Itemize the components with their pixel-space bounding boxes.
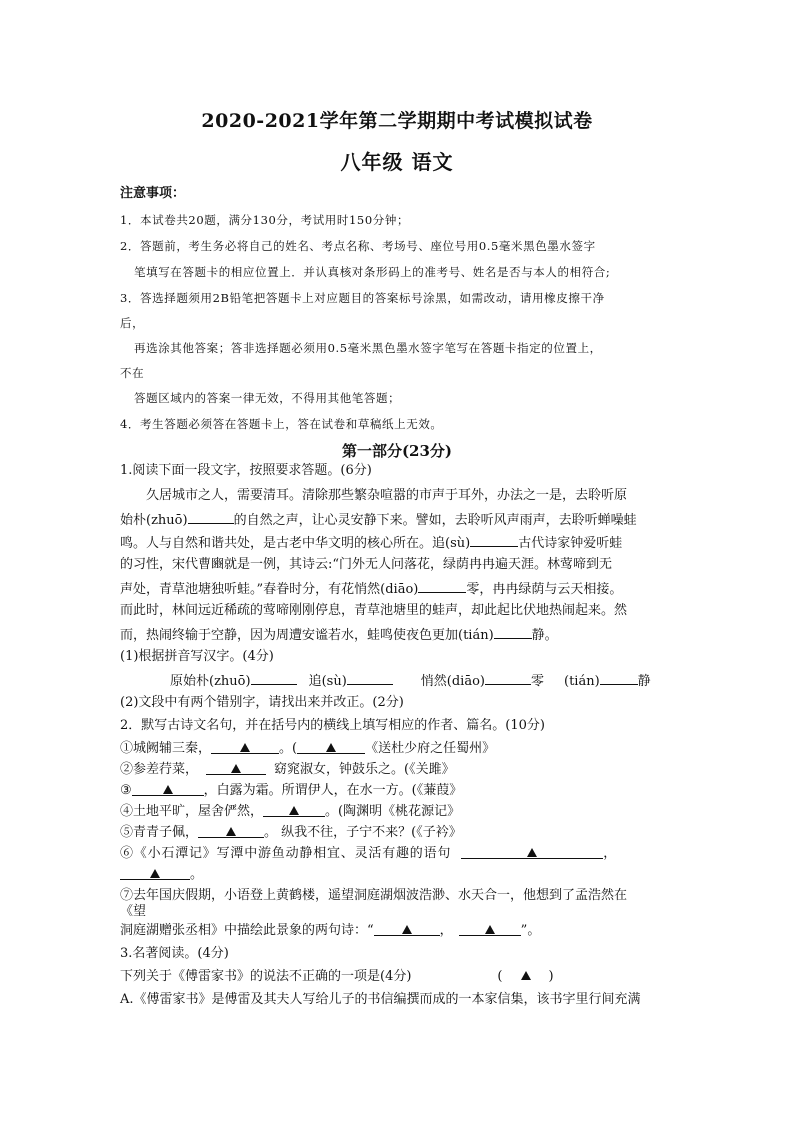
poem-text: 。(陶渊明《桃花源记》 <box>325 804 461 819</box>
notes-line-8: 答题区域内的答案一律无效，不得用其他笔答题； <box>134 391 401 405</box>
passage-line-2 <box>120 511 637 529</box>
pinyin-answers-row <box>170 672 651 690</box>
poem-text: ②参差荇菜， <box>120 762 199 777</box>
pinyin-item: (tián) <box>564 674 600 689</box>
poem-text: ④土地平旷，屋舍俨然， <box>120 804 264 819</box>
triangle-marker-icon <box>240 743 250 752</box>
poem-text: 。( <box>279 741 298 756</box>
answer-blank[interactable] <box>188 511 234 524</box>
passage-text: 而，热闹终输于空静，因为周遭安谧若水，蛙鸣使夜色更加(tián) <box>120 628 494 643</box>
question-2: 2．默写古诗文名句，并在括号内的横线上填写相应的作者、篇名。(10分) <box>120 718 545 733</box>
notes-line-6: 再选涂其他答案；答非选择题必须用0.5毫米黑色墨水签字笔写在答题卡指定的位置上， <box>134 341 602 355</box>
sub-question-2: (2)文段中有两个错别字，请找出来并改正。(2分) <box>120 695 404 710</box>
poem-text: 。 纵我不往，子宁不来？(《子衿》 <box>264 825 462 840</box>
poem-text: ， <box>603 846 618 861</box>
poem-text: 。 <box>190 867 204 882</box>
answer-blank[interactable] <box>198 825 264 838</box>
poem-item-3 <box>120 783 462 799</box>
triangle-marker-icon <box>163 785 173 794</box>
pinyin-item: 原始朴(zhuō) <box>170 674 251 689</box>
passage-line-1: 久居城市之人，需要清耳。清除那些繁杂喧嚣的市声于耳外，办法之一是，去聆听原 <box>146 488 628 503</box>
passage-text: 零，冉冉绿荫与云天相接。 <box>466 582 623 597</box>
answer-blank[interactable] <box>251 672 297 685</box>
triangle-marker-icon <box>402 925 412 934</box>
passage-text: 古代诗家钟爱听蛙 <box>518 536 623 551</box>
passage-line-6: 而此时，林间远近稀疏的莺啼刚刚停息，青草池塘里的蛙声，却此起比伏地热闹起来。然 <box>120 603 628 618</box>
passage-text: 的自然之声，让心灵安静下来。譬如，去聆听风声雨声，去聆听蝉噪蛙 <box>233 513 637 528</box>
exam-subtitle: 八年级 语文 <box>340 150 454 174</box>
answer-blank[interactable] <box>120 867 190 880</box>
poem-item-2 <box>120 762 455 778</box>
answer-blank[interactable] <box>600 672 638 685</box>
passage-line-3 <box>120 534 622 552</box>
exam-title: 2020-2021学年第二学期期中考试模拟试卷 <box>201 110 593 132</box>
pinyin-item: 静 <box>637 674 651 689</box>
poem-text: 窈窕淑女，钟鼓乐之。(《关雎》 <box>274 762 455 777</box>
part1-heading: 第一部分(23分) <box>341 442 453 460</box>
answer-blank[interactable] <box>132 783 204 796</box>
poem-item-6-cont <box>120 867 203 883</box>
passage-line-5 <box>120 580 622 598</box>
question-3: 3.名著阅读。(4分) <box>120 946 229 961</box>
notes-line-3: 笔填写在答题卡的相应位置上．并认真核对条形码上的准考号、姓名是否与本人的相符合; <box>134 265 611 279</box>
answer-blank[interactable] <box>263 804 325 817</box>
answer-blank[interactable] <box>374 923 440 936</box>
passage-text: 声处，青草池塘独听蛙。”春眷时分，有花悄然(diāo) <box>120 582 419 597</box>
poem-text: ⑦去年国庆假期，小语登上黄鹤楼，遥望洞庭湖烟波浩渺、水天合一，他想到了孟浩然在 <box>120 888 628 903</box>
answer-blank[interactable] <box>459 923 521 936</box>
triangle-marker-icon <box>289 806 299 815</box>
passage-text: 始朴(zhuō) <box>120 513 188 528</box>
passage-text: 鸣。人与自然和谐共处，是古老中华文明的核心所在。追(sù) <box>120 536 471 551</box>
answer-blank[interactable] <box>211 741 279 754</box>
triangle-marker-icon <box>326 743 336 752</box>
triangle-marker-icon <box>231 764 241 773</box>
pinyin-item: 追(sù) <box>308 674 347 689</box>
sub-question-1: (1)根据拼音写汉字。(4分) <box>120 649 274 664</box>
notes-line-9: 4．考生答题必须答在答题卡上，答在试卷和草稿纸上无效。 <box>120 417 443 431</box>
poem-text: ③ <box>120 783 132 798</box>
poem-text: ⑥《小石潭记》写潭中游鱼动静相宜、灵活有趣的语句 <box>120 846 452 861</box>
question-1: 1.阅读下面一段文字，按照要求答题。(6分) <box>120 463 372 478</box>
answer-blank[interactable] <box>470 534 518 547</box>
poem-item-5 <box>120 825 462 841</box>
poem-text: 《送杜少府之任蜀州》 <box>365 741 496 756</box>
choice-paren-close: ) <box>548 969 554 984</box>
triangle-marker-icon <box>527 848 537 857</box>
question-text: 下列关于《傅雷家书》的说法不正确的一项是(4分) <box>120 969 412 984</box>
answer-blank[interactable] <box>461 846 603 859</box>
answer-blank[interactable] <box>418 580 466 593</box>
triangle-marker-icon <box>150 869 160 878</box>
question-3-stem <box>120 969 554 985</box>
notes-line-5: 后， <box>120 316 145 330</box>
poem-item-1 <box>120 741 495 757</box>
triangle-marker-icon <box>226 827 236 836</box>
answer-blank[interactable] <box>485 672 531 685</box>
poem-item-7-wrap: 《望 <box>120 904 147 919</box>
poem-text: ⑤青青子佩， <box>120 825 199 840</box>
answer-blank[interactable] <box>347 672 393 685</box>
pinyin-item: 零 <box>530 674 544 689</box>
notes-line-7: 不在 <box>120 366 145 380</box>
poem-text: ， <box>439 923 453 938</box>
notes-line-4: 3．答选择题须用2B铅笔把答题卡上对应题目的答案标号涂黑，如需改动，请用橡皮擦干净 <box>120 291 605 305</box>
notes-line-2: 2．答题前，考生务必将自己的姓名、考点名称、考场号、座位号用0.5毫米黑色墨水签字 <box>120 239 596 253</box>
poem-item-7-cont <box>120 923 540 939</box>
poem-text: ”。 <box>520 923 541 938</box>
poem-item-7 <box>120 888 627 904</box>
poem-text: ①城阙辅三秦， <box>120 741 212 756</box>
passage-line-7 <box>120 626 558 644</box>
poem-item-4 <box>120 804 460 820</box>
poem-text: ，白露为霜。所谓伊人，在水一方。(《蒹葭》 <box>203 783 463 798</box>
option-a[interactable]: A.《傅雷家书》是傅雷及其夫人写给儿子的书信编撰而成的一本家信集，该书字里行间充满 <box>120 992 641 1007</box>
answer-blank[interactable] <box>494 626 532 639</box>
notes-line-1: 1．本试卷共20题，满分130分，考试用时150分钟； <box>120 213 410 227</box>
answer-blank[interactable] <box>206 762 266 775</box>
passage-text: 静。 <box>531 628 558 643</box>
answer-blank[interactable] <box>297 741 365 754</box>
poem-text: 洞庭湖赠张丞相》中描绘此景象的两句诗：“ <box>120 923 374 938</box>
triangle-marker-icon <box>521 971 531 980</box>
poem-item-6 <box>120 846 617 862</box>
choice-paren-open: ( <box>497 969 503 984</box>
triangle-marker-icon <box>485 925 495 934</box>
passage-line-4: 的习性，宋代曹豳就是一例，其诗云:“门外无人问落花，绿荫冉冉遍天涯。林莺啼到无 <box>120 557 613 572</box>
pinyin-item: 悄然(diāo) <box>420 674 485 689</box>
notes-heading: 注意事项： <box>120 186 186 201</box>
